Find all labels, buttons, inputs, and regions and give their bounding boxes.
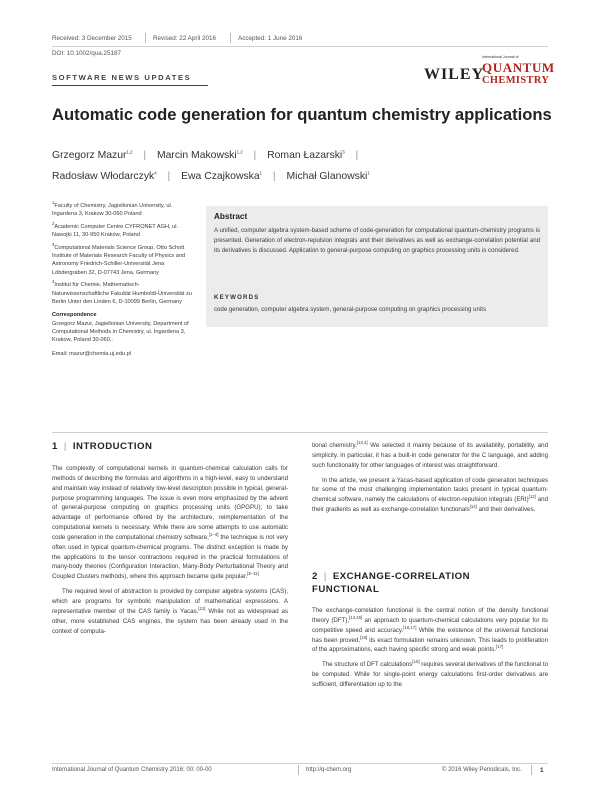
paragraph: In the article, we present a Yacas-based application of code generation techniques for some of the most challenging implementation tasks present in typical quantum-chemical software, namely the calculations of electron-repulsion integrals (ERI)[12] and their gradients as well as exchange-correlation functionals[14] and their derivatives. — [312, 476, 548, 514]
keywords-text: code generation, computer algebra system, general-purpose computing on graphics processing units — [214, 306, 487, 313]
abstract-box — [206, 206, 548, 327]
section-label: SOFTWARE NEWS UPDATES — [52, 73, 192, 82]
article-title: Automatic code generation for quantum chemistry applications — [52, 105, 552, 124]
paragraph: The required level of abstraction is provided by computer algebra systems (CAS), which are programs for symbolic manipulation of mathematical expressions. A representative member of the CAS family is Yacas.[12] While not as widespread as other, more established CAS engines, the system has been already used in the context of computa- — [52, 588, 288, 635]
author-name[interactable]: Roman Łazarski — [267, 150, 343, 161]
author-name[interactable]: Ewa Czajkowska — [181, 171, 260, 182]
author-affiliation: 1,2 — [126, 149, 133, 155]
paragraph: The complexity of computational kernels in quantum-chemical calculation calls for methods of describing the formulas and algorithms in a high-level, easy to understand and maintain way instead of relatively low-level description possible in typical, general-purpose programming languages. The issue is even more emphasized by the advent of general-purpose computing on graphics processing units (GPGPU); to take advantage of performance offered by the architecture, reimplementation of the computational kernels is necessary. While there are some attempts to use automatic code generation in the computational chemistry software,[1–4] the technique is not very often used in typical quantum-chemical programs. The distinct exception is made by the applications to the tensor contractions required in the practical formulations of many-body theories (Configuration Interaction, Many-Body Perturbational Theory and Coupled Clusters methods), where this approach became quite popular.[5–11] — [52, 465, 288, 581]
footer-journal: International Journal of Quantum Chemistry 2016; 00: 00-00 — [52, 767, 212, 773]
footer-url[interactable]: http://q-chem.org — [306, 767, 352, 773]
author-name[interactable]: Radosław Włodarczyk — [52, 171, 155, 182]
author-affiliation: 3 — [342, 149, 345, 155]
revised-date: Revised: 22 April 2016 — [153, 35, 217, 42]
author-affiliation: 4 — [154, 170, 157, 176]
section-underline — [52, 85, 208, 86]
abstract-text: A unified, computer algebra system-based scheme of code-generation for computational quantum-chemistry programs is presented. Generation of electron-repulsion integrals and their derivatives as well as exchange-correlation potential and its derivatives is discussed. Application to general-purpose computing on graphics processing units is considered. — [214, 227, 540, 254]
publisher-logo: WILEY — [424, 66, 485, 83]
author-line-2: Radosław Włodarczyk$^4$ | Ewa Czajkowska$^1$ | Michał Glanowski$^1$ — [52, 170, 370, 182]
meta-divider — [145, 33, 146, 43]
body-rule — [52, 432, 548, 433]
received-date: Received: 3 December 2015 — [52, 35, 132, 42]
accepted-date: Accepted: 1 June 2016 — [238, 35, 303, 42]
affiliations — [52, 202, 192, 358]
intro-left-column — [52, 464, 288, 641]
keywords-label: KEYWORDS — [214, 294, 260, 301]
affiliation-item: $^2$Academic Computer Centre CYFRONET AGH, ul. Nawojki 11, 30-950 Kraków, Poland — [52, 220, 179, 239]
abstract-label: Abstract — [214, 212, 248, 221]
page-number: 1 — [540, 767, 544, 774]
author-line-1: Grzegorz Mazur$^{1,2}$ | Marcin Makowski$^{1,2}$ | Roman Łazarski$^3$ | — [52, 149, 359, 161]
journal-logo-quantum: QUANTUM — [482, 60, 555, 75]
affiliation-item: $^3$Computational Materials Science Group, Otto Schott Institute of Materials Research Faculty of Physics and Astronomy Friedrich-Schiller-Universität Jena Löbdergraben 32, D-07743 Jena, Germany — [52, 241, 186, 276]
footer-divider — [531, 765, 532, 775]
correspondence-text: Grzegorz Mazur, Jagiellonian University, Department of Computational Methods in Chemistry, ul. Ingardena 3, Krakow, Poland 30-060.. — [52, 320, 189, 344]
section-heading-exchange-correlation: 2 | EXCHANGE-CORRELATION FUNCTIONAL — [312, 571, 471, 595]
journal-logo-chemistry: CHEMISTRY — [482, 75, 550, 86]
author-affiliation: 1 — [259, 170, 263, 176]
header-rule — [52, 46, 548, 47]
author-name[interactable]: Marcin Makowski — [156, 150, 237, 161]
author-affiliation: 1,2 — [236, 149, 243, 155]
intro-right-column — [312, 441, 548, 520]
affiliation-item: $^1$Faculty of Chemistry, Jagiellonian University, ul. Ingardena 3, Krakow 30-060 Poland — [52, 200, 173, 218]
author-name[interactable]: Grzegorz Mazur — [52, 150, 127, 161]
exchange-correlation-text — [312, 606, 548, 695]
correspondence-email[interactable]: Email: mazur@chemia.uj.edu.pl — [52, 350, 132, 357]
section-heading-introduction: 1 | INTRODUCTION — [52, 441, 153, 452]
paragraph: The structure of DFT calculations[15] requires several derivatives of the functional to be computed. While for single-point energy calculations first-order derivatives are sufficient, differentiation up to the — [312, 659, 549, 688]
affiliation-item: $^4$Institut für Chemie, Mathematisch-Naturwissenschaftliche Fakultät Humboldt-Universität zu Berlin Unter den Linden 6, D-10099 Berlin, Germany — [52, 279, 192, 305]
footer-rule — [52, 763, 548, 764]
paragraph: tional chemistry.[13,4] We selected it mainly because of its availability, portability, and simplicity. In particular, it has a built-in code generator for the C language, and adding such functionality for other languages of interest was straightforward. — [312, 439, 548, 469]
paragraph: The exchange-correlation functional is the central notion of the density functional theory (DFT),[14,15] an approach to quantum-chemical calculations very popular for its competitive speed and accuracy.[16,17] While the existence of the universal functional has been proved,[18] its exact formulation remains unknown. This leads to proliferation of the approximations, each having specific strong and weak points.[17] — [312, 607, 548, 654]
meta-divider — [230, 33, 231, 43]
doi[interactable]: DOI: 10.1002/qua.25187 — [52, 50, 121, 57]
author-name[interactable]: Michał Glanowski — [286, 171, 368, 182]
correspondence-label: Correspondence — [52, 312, 97, 319]
journal-logo-small: International Journal of — [482, 55, 519, 59]
footer-divider — [298, 765, 299, 775]
footer-copyright: © 2016 Wiley Periodicals, Inc. — [442, 767, 522, 773]
author-affiliation: 1 — [367, 170, 370, 176]
